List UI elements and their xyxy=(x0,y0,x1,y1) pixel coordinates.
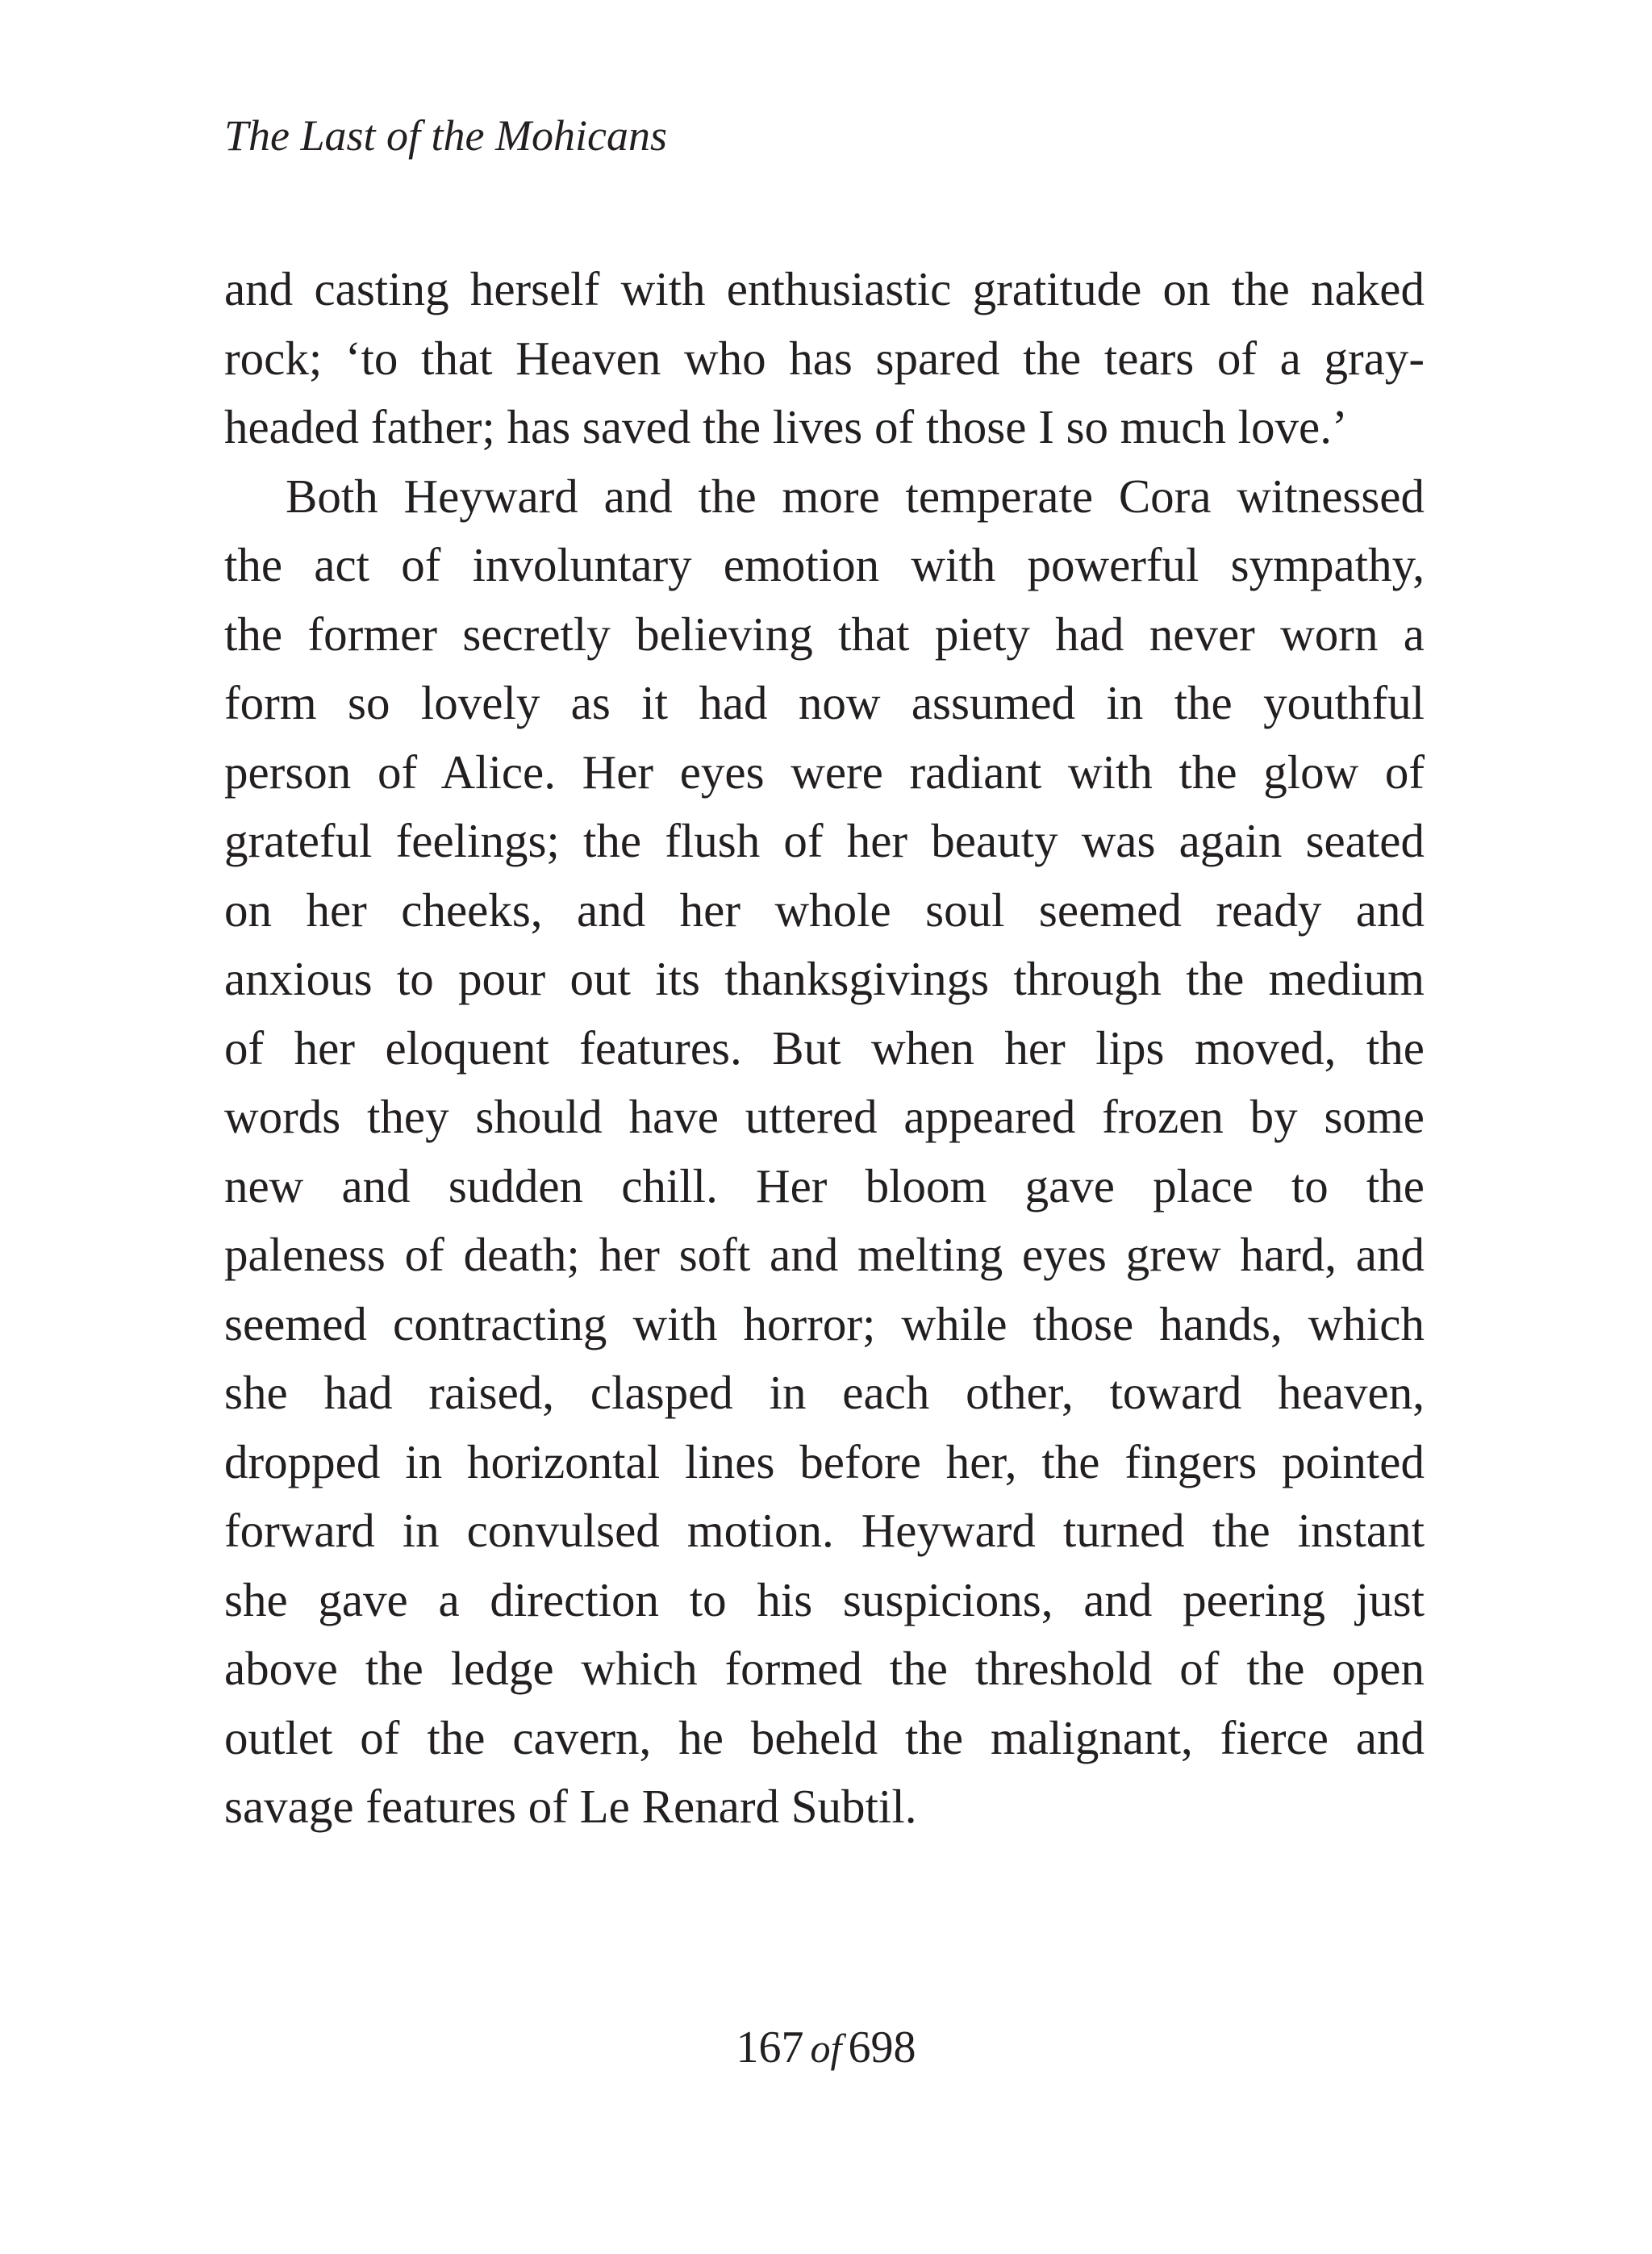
text-line: form so lovely as it had now assumed in the youthful xyxy=(224,676,1425,729)
text-line: dropped in horizontal lines before her, the fingers pointed xyxy=(224,1434,1425,1488)
text-line: forward in convulsed motion. Heyward turned the instant xyxy=(224,1504,1425,1557)
body-text xyxy=(224,255,1425,1842)
text-line: she had raised, clasped in each other, toward heaven, xyxy=(224,1366,1425,1419)
current-page-number: 167 xyxy=(736,2022,804,2072)
page-number xyxy=(0,2015,1652,2081)
page-number-separator: of xyxy=(810,2026,842,2071)
text-line: headed father; has saved the lives of those I so much love.’ xyxy=(224,400,1348,453)
text-line: anxious to pour out its thanksgivings through the medium xyxy=(224,952,1425,1005)
text-line: seemed contracting with horror; while those hands, which xyxy=(224,1296,1425,1350)
text-line: Both Heyward and the more temperate Cora witnessed xyxy=(286,469,1425,523)
text-line: person of Alice. Her eyes were radiant with the glow of xyxy=(224,745,1425,799)
text-line: above the ledge which formed the threshold of the open xyxy=(224,1642,1425,1695)
text-line: words they should have uttered appeared frozen by some xyxy=(224,1090,1425,1143)
paragraph xyxy=(224,462,1425,1842)
text-line: paleness of death; her soft and melting eyes grew hard, and xyxy=(224,1228,1425,1281)
text-line: of her eloquent features. But when her lips moved, the xyxy=(224,1021,1425,1075)
total-pages: 698 xyxy=(848,2022,916,2072)
text-line: outlet of the cavern, he beheld the malignant, fierce and xyxy=(224,1710,1425,1764)
text-line: she gave a direction to his suspicions, and peering just xyxy=(224,1572,1425,1626)
paragraph xyxy=(224,255,1425,462)
text-line: savage features of Le Renard Subtil. xyxy=(224,1780,917,1833)
text-line: grateful feelings; the flush of her beauty was again seated xyxy=(224,814,1425,867)
running-title: The Last of the Mohicans xyxy=(224,111,667,160)
text-line: new and sudden chill. Her bloom gave place to the xyxy=(224,1158,1425,1213)
text-line: the former secretly believing that piety had never worn a xyxy=(224,607,1425,661)
text-line: on her cheeks, and her whole soul seemed ready and xyxy=(224,883,1425,937)
text-line: and casting herself with enthusiastic gratitude on the naked xyxy=(224,262,1425,315)
text-line: rock; ‘to that Heaven who has spared the tears of a gray- xyxy=(224,331,1425,385)
text-line: the act of involuntary emotion with powerful sympathy, xyxy=(224,538,1425,591)
